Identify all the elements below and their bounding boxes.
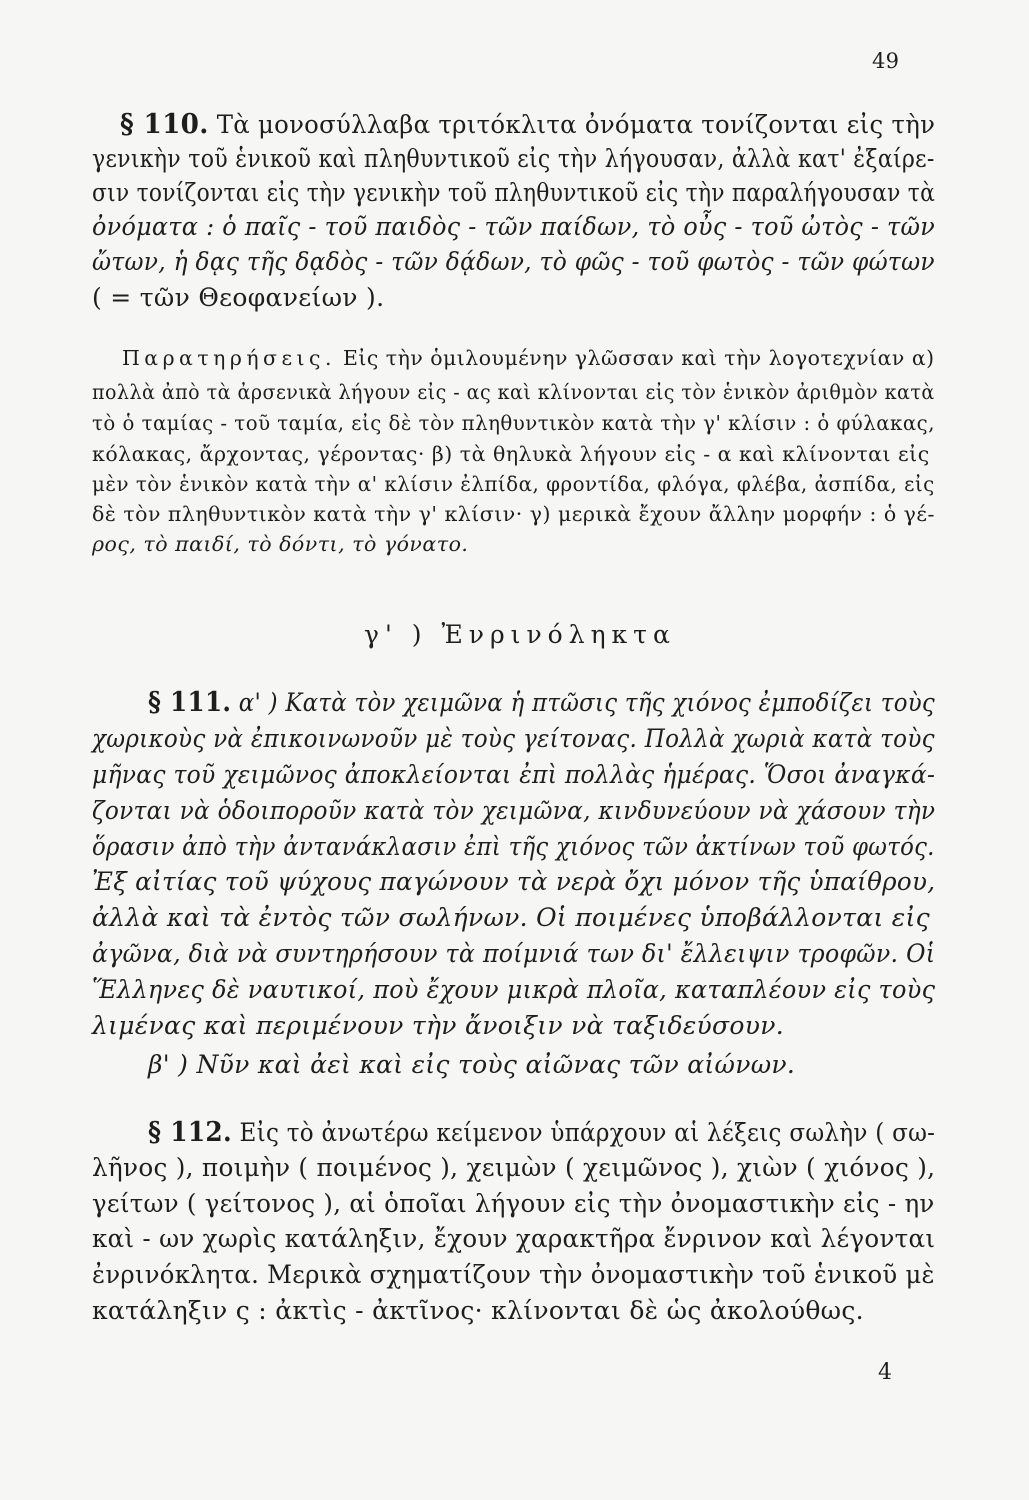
notes-line-1: Παρατηρήσεις. Εἰς τὴν ὁμιλουμένην γλῶσσαν καὶ τὴν λογοτεχνίαν α) [122, 346, 935, 370]
section-112-line-3: γείτων ( γείτονος ), αἱ ὁποῖαι λήγουν εἰς τὴν ὀνομαστικὴν εἰς - ην [92, 1189, 935, 1218]
section-111-line-11: β' ) Νῦν καὶ ἀεὶ καὶ εἰς τοὺς αἰῶνας τῶν αἰώνων. [148, 1050, 796, 1079]
section-111-number: § 111. [148, 687, 232, 718]
section-111-line-5: ὅρασιν ἀπὸ τὴν ἀντανάκλασιν ἐπὶ τῆς χιόνος τῶν ἀκτίνων τοῦ φωτός. [92, 832, 935, 861]
section-110-line-2: γενικὴν τοῦ ἑνικοῦ καὶ πληθυντικοῦ εἰς τὴν λήγουσαν, ἀλλὰ κατ' ἐξαίρε- [92, 144, 935, 173]
section-112-line-4: καὶ - ων χωρὶς κατάληξιν, ἔχουν χαρακτῆρα ἔνρινον καὶ λέγονται [92, 1224, 936, 1253]
section-112-number: § 112. [148, 1117, 232, 1148]
section-111-line-10: λιμένας καὶ περιμένουν τὴν ἄνοιξιν νὰ ταξιδεύσουν. [92, 1011, 785, 1040]
footer-signature-mark: 4 [878, 1360, 893, 1385]
section-111-line-2: χωρικοὺς νὰ ἐπικοινωνοῦν μὲ τοὺς γείτονας. Πολλὰ χωριὰ κατὰ τοὺς [92, 724, 935, 753]
section-112-line-5: ἐνρινόκλητα. Μερικὰ σχηματίζουν τὴν ὀνομαστικὴν τοῦ ἑνικοῦ μὲ [92, 1260, 935, 1289]
notes-line-6: δὲ τὸν πληθυντικὸν κατὰ τὴν γ' κλίσιν· γ) μερικὰ ἔχουν ἄλλην μορφήν : ὁ γέ- [92, 502, 935, 526]
section-112-line-1: § 112. Εἰς τὸ ἀνωτέρω κείμενον ὑπάρχουν αἱ λέξεις σωλὴν ( σω- [148, 1117, 936, 1148]
section-heading: γ' ) Ἐνρινόληκτα [364, 620, 676, 649]
section-110-line-1: § 110. Τὰ μονοσύλλαβα τριτόκλιτα ὀνόματα τονίζονται εἰς τὴν [120, 109, 936, 140]
notes-line-7: ρος, τὸ παιδί, τὸ δόντι, τὸ γόνατο. [92, 532, 469, 556]
section-112-line-6: κατάληξιν ς : ἀκτὶς - ἀκτῖνος· κλίνονται δὲ ὡς ἀκολούθως. [92, 1296, 864, 1325]
section-110-line-5: ὤτων, ἡ δᾳς τῆς δᾳδὸς - τῶν δᾴδων, τὸ φῶς - τοῦ φωτὸς - τῶν φώτων [92, 247, 935, 276]
section-110-number: § 110. [120, 109, 209, 140]
section-111-line-8: ἀγῶνα, διὰ νὰ συντηρήσουν τὰ ποίμνιά των δι' ἔλλειψιν τροφῶν. Οἱ [92, 939, 936, 968]
section-110-line-3: σιν τονίζονται εἰς τὴν γενικὴν τοῦ πληθυντικοῦ εἰς τὴν παραλήγουσαν τὰ [92, 178, 936, 207]
notes-line-2: πολλὰ ἀπὸ τὰ ἀρσενικὰ λήγουν εἰς - ας καὶ κλίνονται εἰς τὸν ἑνικὸν ἀριθμὸν κατὰ [92, 380, 935, 404]
page-number: 49 [872, 49, 900, 73]
notes-line-4: κόλακας, ἄρχοντας, γέροντας· β) τὰ θηλυκὰ λήγουν εἰς - α καὶ κλίνονται εἰς [92, 442, 930, 466]
section-111-line-1: § 111. α' ) Κατὰ τὸν χειμῶνα ἡ πτῶσις τῆς χιόνος ἐμποδίζει τοὺς [148, 687, 936, 718]
section-110-line-6: ( = τῶν Θεοφανείων ). [92, 283, 385, 312]
notes-line-3: τὸ ὁ ταμίας - τοῦ ταμία, εἰς δὲ τὸν πληθυντικὸν κατὰ τὴν γ' κλίσιν : ὁ φύλακας, [92, 411, 935, 435]
section-111-line-4: ζονται νὰ ὁδοιποροῦν κατὰ τὸν χειμῶνα, κινδυνεύουν νὰ χάσουν τὴν [92, 796, 936, 825]
notes-label: Παρατηρήσεις. [122, 346, 336, 370]
section-110-line-4: ὀνόματα : ὁ παῖς - τοῦ παιδὸς - τῶν παίδων, τὸ οὖς - τοῦ ὠτὸς - τῶν [92, 212, 936, 241]
section-112-line-2: λῆνος ), ποιμὴν ( ποιμένος ), χειμὼν ( χειμῶνος ), χιὼν ( χιόνος ), [92, 1153, 936, 1182]
section-111-line-7: ἀλλὰ καὶ τὰ ἐντὸς τῶν σωλήνων. Οἱ ποιμένες ὑποβάλλονται εἰς [92, 903, 930, 932]
section-111-line-9: Ἕλληνες δὲ ναυτικοί, ποὺ ἔχουν μικρὰ πλοῖα, καταπλέουν εἰς τοὺς [92, 975, 936, 1004]
section-111-line-6: Ἐξ αἰτίας τοῦ ψύχους παγώνουν τὰ νερὰ ὄχι μόνον τῆς ὑπαίθρου, [92, 867, 936, 896]
notes-line-5: μὲν τὸν ἑνικὸν κατὰ τὴν α' κλίσιν ἐλπίδα, φροντίδα, φλόγα, φλέβα, ἀσπίδα, εἰς [92, 472, 935, 496]
section-111-line-3: μῆνας τοῦ χειμῶνος ἀποκλείονται ἐπὶ πολλὰς ἡμέρας. Ὅσοι ἀναγκά- [92, 760, 936, 789]
